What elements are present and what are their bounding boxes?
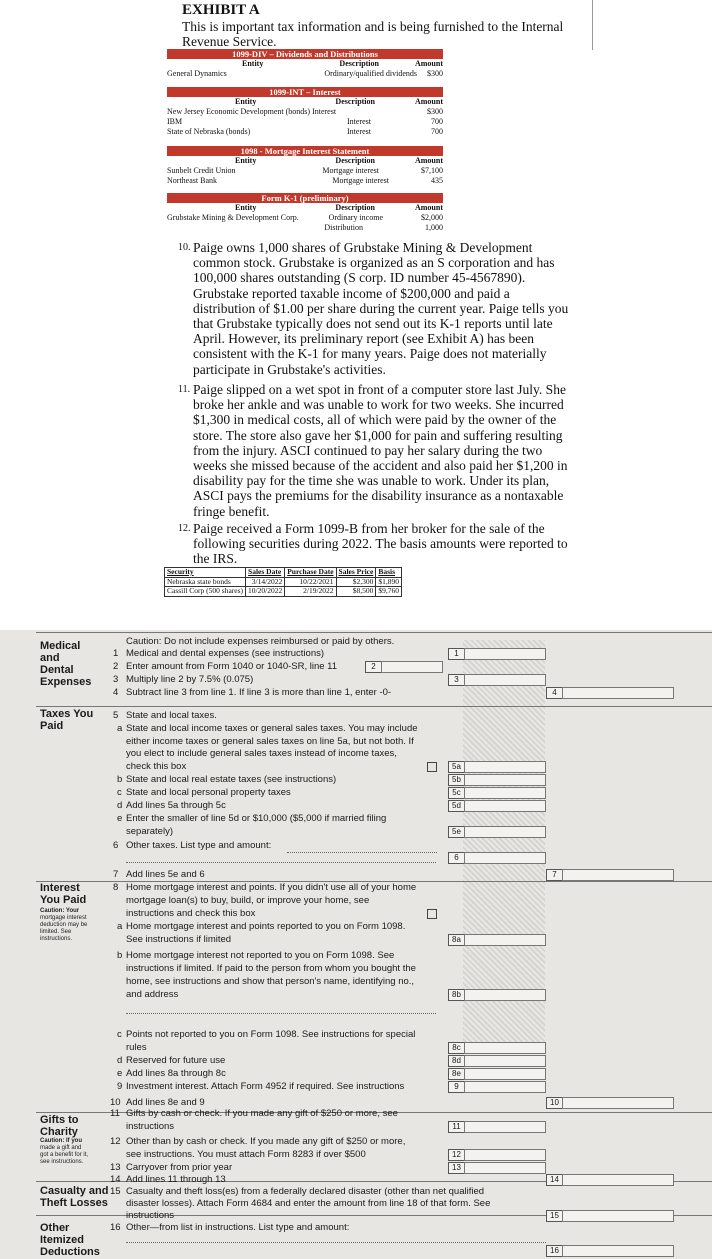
item-11 (178, 382, 570, 519)
section-label: Paid (40, 720, 64, 732)
mort-table (167, 146, 443, 186)
line-box: 9 (448, 1081, 465, 1093)
cell-description: Ordinary/qualified dividends (324, 69, 417, 78)
item-line: Paige received a Form 1099-B from her broker for the sale of the (193, 521, 545, 536)
line-box: 8a (448, 934, 465, 946)
item-line: participate in Grubstake's activities. (193, 361, 386, 377)
section-label: Gifts to (40, 1114, 79, 1126)
interest-caution (40, 908, 87, 943)
line-text: Casualty and theft loss(es) from a federally declared disaster (other than net qualified (126, 1186, 485, 1197)
caution-line: got a benefit for it, (40, 1152, 89, 1158)
item-line: consistent with the K-1 for many years. Paige does not materially (193, 346, 547, 362)
line-text: instructions (126, 1121, 175, 1132)
item-line: following securities during 2022. The basis amounts were reported to (193, 536, 568, 552)
line-text: Enter the smaller of line 5d or $10,000 ($5,000 if married filing (126, 813, 387, 824)
amount-field-6[interactable] (464, 852, 546, 864)
cell-entity: IBM (167, 117, 183, 126)
cell-purchase-date: 10/22/2021 (285, 577, 336, 587)
line-text: Reserved for future use (126, 1055, 226, 1066)
line-box: 8d (448, 1055, 465, 1067)
mortgage-checkbox[interactable] (427, 909, 437, 919)
item-line: Paige slipped on a wet spot in front of a computer store last July. She (193, 382, 566, 397)
line-text: instructions and check this box (126, 908, 256, 919)
divider (36, 706, 712, 707)
divider (36, 632, 712, 633)
line-number: 4 (113, 687, 119, 698)
exhibit-header (182, 2, 582, 49)
amount-field-5b[interactable] (464, 774, 546, 786)
line-number: 8 (113, 882, 119, 893)
address-field[interactable] (126, 1013, 436, 1014)
line-text: Subtract line 3 from line 1. If line 3 is more than line 1, enter -0- (126, 687, 392, 698)
line-text: you elect to include general sales taxes instead of income taxes, (126, 748, 397, 759)
line-text: Home mortgage interest and points reported to you on Form 1098. (126, 921, 406, 932)
item-number: 11. (178, 384, 191, 395)
sales-tax-checkbox[interactable] (427, 762, 437, 772)
line-text: Investment interest. Attach Form 4952 if required. See instructions (126, 1081, 405, 1092)
table-row (167, 176, 443, 186)
amount-field-8c[interactable] (464, 1042, 546, 1054)
amount-field-8e[interactable] (464, 1068, 546, 1080)
line-box: 8b (448, 989, 465, 1001)
int-col-entity: Entity (235, 97, 257, 106)
line-text: Carryover from prior year (126, 1162, 233, 1173)
cell-amount: 700 (431, 127, 443, 136)
line-text: Gifts by cash or check. If you made any gift of $250 or more, see (126, 1108, 398, 1119)
amount-field-8a[interactable] (464, 934, 546, 946)
amount-field-13[interactable] (464, 1162, 546, 1174)
line-number: c (117, 787, 122, 798)
line-text: Add lines 11 through 13 (126, 1174, 226, 1185)
line-box: 5d (448, 800, 465, 812)
table-row (165, 587, 402, 597)
line-box: 1 (448, 648, 465, 660)
line-box: 5c (448, 787, 465, 799)
page-edge-line (592, 0, 593, 50)
line-text: Enter amount from Form 1040 or 1040-SR, line 11 (126, 661, 338, 672)
line-box: 11 (448, 1121, 465, 1133)
other-taxes-field-2[interactable] (126, 862, 436, 863)
line-number: 11 (110, 1108, 120, 1119)
line-number: 3 (113, 674, 119, 685)
gifts-caution (40, 1138, 88, 1166)
securities-table (164, 567, 402, 597)
line-text: instructions (126, 1210, 175, 1221)
caution-text: Caution: Do not include expenses reimbursed or paid by others. (126, 636, 395, 647)
cell-basis: $1,890 (376, 577, 402, 587)
line-number: e (117, 1068, 123, 1079)
cell-amount: $7,100 (421, 166, 443, 175)
int-col-description: Description (335, 97, 375, 106)
line-text: and address (126, 989, 179, 1000)
line-text: State and local taxes. (126, 710, 217, 721)
cell-amount: 1,000 (425, 223, 443, 232)
cell-description: Interest (347, 127, 371, 136)
line-number: 13 (110, 1162, 121, 1173)
cell-entity: General Dynamics (167, 69, 227, 78)
section-medical (40, 640, 91, 688)
line-text: Add lines 5a through 5c (126, 800, 226, 811)
line-text: either income taxes or general sales taxes on line 5a, but not both. If (126, 736, 414, 747)
line-number: 9 (117, 1081, 123, 1092)
line-number: 1 (113, 648, 119, 659)
col-purchase-date: Purchase Date (285, 568, 336, 578)
item-line: that Grubstake typically does not send out its K-1 reports until late (193, 316, 553, 332)
item-line: 100,000 shares outstanding (S corp. ID number 45-4567890). (193, 270, 526, 286)
line-box: 8c (448, 1042, 465, 1054)
k1-col-amount: Amount (414, 203, 443, 212)
caution-line: instructions. (40, 936, 73, 942)
cell-description: Ordinary income (328, 213, 383, 222)
line-number: 15 (110, 1186, 121, 1197)
exhibit-intro-line-2: Revenue Service. (182, 34, 277, 49)
cell-security: Nebraska state bonds (165, 577, 246, 587)
line-box: 6 (448, 852, 465, 864)
div-col-description: Description (339, 59, 379, 68)
amount-field-9[interactable] (464, 1081, 546, 1093)
amount-field-16[interactable] (562, 1245, 674, 1257)
caution-line: deduction may be (40, 922, 88, 928)
line-text: Add lines 8a through 8c (126, 1068, 226, 1079)
cell-amount: 700 (431, 117, 443, 126)
line-number: 14 (110, 1174, 121, 1185)
table-row (167, 223, 443, 233)
line-number: d (117, 800, 123, 811)
item-10 (178, 240, 570, 377)
line-box: 14 (546, 1174, 563, 1186)
section-label: and (40, 652, 60, 664)
section-label: You Paid (40, 894, 87, 906)
cell-description: Distribution (324, 223, 363, 232)
k1-table (167, 193, 443, 233)
line-box: 5e (448, 826, 465, 838)
line-box: 5a (448, 761, 465, 773)
line-text: see instructions. You must attach Form 8283 if over $500 (126, 1149, 366, 1160)
item-line: from the injury. ASCI continued to pay her salary during the two (193, 442, 543, 458)
line-text: Medical and dental expenses (see instructions) (126, 648, 325, 659)
line-box: 16 (546, 1245, 563, 1257)
item-line: Paige owns 1,000 shares of Grubstake Mining & Development (193, 240, 533, 255)
cell-basis: $9,760 (376, 587, 402, 597)
cell-amount: $2,000 (421, 213, 443, 222)
line-box: 8e (448, 1068, 465, 1080)
int-table-band: 1099-INT – Interest (167, 87, 443, 97)
int-table (167, 87, 443, 137)
item-line: store. The store also gave her $1,000 for pain and suffering resulting (193, 427, 563, 443)
section-gifts (40, 1114, 79, 1138)
cell-sales-date: 10/20/2022 (246, 587, 285, 597)
section-label: Expenses (40, 676, 92, 688)
cell-description: Mortgage interest (332, 176, 389, 185)
line-number: 6 (113, 840, 119, 851)
caution-line: see instructions. (40, 1159, 84, 1165)
section-label: Deductions (40, 1246, 100, 1258)
amount-field-2[interactable] (381, 661, 443, 673)
cell-sales-date: 3/14/2022 (246, 577, 285, 587)
line-text: check this box (126, 761, 187, 772)
amount-field-11[interactable] (464, 1121, 546, 1133)
amount-field-5e[interactable] (464, 826, 546, 838)
line-box: 15 (546, 1210, 563, 1222)
item-line: disability pay for the time she was unable to work. Under its plan, (193, 473, 550, 489)
caution-line: Caution: Your (40, 908, 80, 914)
int-col-amount: Amount (414, 97, 443, 106)
cell-security: Cassill Corp (500 shares) (165, 587, 246, 597)
cell-entity: State of Nebraska (bonds) (167, 127, 251, 136)
line-text: Home mortgage interest and points. If you didn't use all of your home (126, 882, 417, 893)
item-line: the IRS. (193, 551, 238, 567)
line-number: b (117, 774, 123, 785)
table-header-row (165, 568, 402, 578)
table-row (167, 127, 443, 137)
other-taxes-field[interactable] (287, 852, 437, 853)
mort-col-description: Description (335, 156, 375, 165)
exhibit-intro-line-1: This is important tax information and is being furnished to the Internal (182, 19, 564, 34)
amount-field-5a[interactable] (464, 761, 546, 773)
amount-field-8d[interactable] (464, 1055, 546, 1067)
line-box: 5b (448, 774, 465, 786)
amount-field-1[interactable] (464, 648, 546, 660)
cell-description: Mortgage interest (322, 166, 379, 175)
section-label: Other (40, 1222, 70, 1234)
line-text: instructions if limited. If paid to the person from whom you bought the (126, 963, 416, 974)
line-number: a (117, 921, 123, 932)
item-line: common stock. Grubstake is organized as an S corporation and has (193, 255, 555, 271)
line-text: mortgage loan(s) to buy, build, or improve your home, see (126, 895, 370, 906)
amount-field-10[interactable] (562, 1097, 674, 1109)
line-number: 5 (113, 710, 119, 721)
cell-sales-price: $2,300 (336, 577, 376, 587)
line-number: e (117, 813, 123, 824)
line-text: State and local income taxes or general sales taxes. You may include (126, 723, 418, 734)
col-sales-price: Sales Price (336, 568, 376, 578)
caution-line: made a gift and (40, 1145, 82, 1151)
div-col-entity: Entity (242, 59, 264, 68)
section-label: Theft Losses (40, 1197, 108, 1209)
amount-field-12[interactable] (464, 1149, 546, 1161)
section-other (40, 1222, 100, 1258)
cell-entity: New Jersey Economic Development (bonds) Interest (167, 107, 337, 116)
table-row (167, 117, 443, 127)
line-text: Other—from list in instructions. List type and amount: (126, 1222, 350, 1233)
line-box: 7 (546, 869, 563, 881)
table-row (167, 166, 443, 176)
item-number: 12. (178, 523, 191, 534)
mort-table-band: 1098 - Mortgage Interest Statement (167, 146, 443, 156)
line-text: State and local real estate taxes (see instructions) (126, 774, 337, 785)
section-interest (40, 882, 86, 906)
section-label: Charity (40, 1126, 78, 1138)
line-text: Add lines 5e and 6 (126, 869, 205, 880)
cell-entity: Sunbelt Credit Union (167, 166, 236, 175)
line-number: 10 (110, 1097, 121, 1108)
k1-table-band: Form K-1 (preliminary) (167, 193, 443, 203)
item-number: 10. (178, 242, 191, 253)
line-box: 13 (448, 1162, 465, 1174)
mort-col-entity: Entity (235, 156, 257, 165)
line-text: home, see instructions and show that person's name, identifying no., (126, 976, 415, 987)
cell-amount: $300 (427, 107, 443, 116)
line-box: 3 (448, 674, 465, 686)
cell-sales-price: $8,500 (336, 587, 376, 597)
line-box: 4 (546, 687, 563, 699)
table-row (167, 107, 443, 117)
amount-field-15[interactable] (562, 1210, 674, 1222)
amount-field-8b[interactable] (464, 989, 546, 1001)
amount-field-5d[interactable] (464, 800, 546, 812)
cell-entity: Northeast Bank (167, 176, 217, 185)
line-text: disaster losses). Attach Form 4684 and enter the amount from line 18 of that form. See (126, 1198, 491, 1209)
section-label: Itemized (40, 1234, 85, 1246)
col-sales-date: Sales Date (246, 568, 285, 578)
schedule-a-form (0, 630, 712, 1259)
col-basis: Basis (376, 568, 402, 578)
line-number: 7 (113, 869, 119, 880)
section-label: Casualty and (40, 1185, 109, 1197)
line-text: Points not reported to you on Form 1098. See instructions for special (126, 1029, 416, 1040)
k1-col-entity: Entity (235, 203, 257, 212)
page-gap (0, 612, 712, 630)
cell-description: Interest (347, 117, 371, 126)
line-text: Multiply line 2 by 7.5% (0.075) (126, 674, 254, 685)
line-box: 2 (365, 661, 382, 673)
amount-field-3[interactable] (464, 674, 546, 686)
item-line: Grubstake reported taxable income of $200,000 and paid a (193, 285, 510, 301)
cell-entity: Grubstake Mining & Development Corp. (167, 213, 299, 222)
line-text: Add lines 8e and 9 (126, 1097, 205, 1108)
cell-amount: 435 (431, 176, 443, 185)
line-text: State and local personal property taxes (126, 787, 291, 798)
cell-purchase-date: 2/19/2022 (285, 587, 336, 597)
item-12 (178, 521, 570, 567)
caution-line: limited. See (40, 929, 72, 935)
line-number: a (117, 723, 123, 734)
mort-col-amount: Amount (414, 156, 443, 165)
exhibit-title: EXHIBIT A (182, 2, 260, 18)
line-text: rules (126, 1042, 147, 1053)
section-label: Taxes You (40, 708, 94, 720)
line-number: b (117, 950, 123, 961)
line-text: Other than by cash or check. If you made any gift of $250 or more, (126, 1136, 406, 1147)
div-col-amount: Amount (414, 59, 443, 68)
cell-amount: $300 (427, 69, 443, 78)
table-row (167, 213, 443, 223)
section-taxes (40, 708, 93, 732)
div-table (167, 49, 443, 79)
item-line: distribution of $1.00 per share during the current year. Paige tells you (193, 300, 569, 316)
line-box: 10 (546, 1097, 563, 1109)
amount-field-4[interactable] (562, 687, 674, 699)
line-text: Home mortgage interest not reported to you on Form 1098. See (126, 950, 395, 961)
item-line: broke her ankle and was unable to work for two weeks. She incurred (193, 397, 564, 413)
col-security: Security (165, 568, 246, 578)
amount-field-5c[interactable] (464, 787, 546, 799)
line-text: Other taxes. List type and amount: (126, 840, 272, 851)
line-number: 16 (110, 1222, 121, 1233)
other-deductions-field[interactable] (126, 1242, 546, 1243)
caution-line: Caution: If you (40, 1138, 82, 1144)
amount-field-7[interactable] (562, 869, 674, 881)
table-row (167, 69, 443, 79)
line-text: separately) (126, 826, 173, 837)
line-number: c (117, 1029, 122, 1040)
line-text: See instructions if limited (126, 934, 232, 945)
item-line: weeks she missed because of the accident and also paid her $1,200 in (193, 458, 568, 474)
exhibit-page (0, 0, 712, 612)
line-box: 12 (448, 1149, 465, 1161)
caution-line: mortgage interest (40, 915, 87, 921)
item-line: April. However, its preliminary report (see Exhibit A) has been (193, 331, 534, 347)
line-number: 12 (110, 1136, 121, 1147)
section-label: Medical (40, 640, 81, 652)
item-line: ASCI pays the premiums for the disability insurance as a nontaxable (193, 488, 564, 504)
k1-col-description: Description (335, 203, 375, 212)
line-number: d (117, 1055, 123, 1066)
section-label: Interest (40, 882, 80, 894)
div-table-band: 1099-DIV – Dividends and Distributions (167, 49, 443, 59)
amount-field-14[interactable] (562, 1174, 674, 1186)
line-number: 2 (113, 661, 119, 672)
item-line: $1,300 in medical costs, all of which were paid by the owner of the (193, 412, 557, 428)
item-line: fringe benefit. (193, 503, 270, 519)
section-casualty (40, 1185, 108, 1209)
section-label: Dental (40, 664, 74, 676)
